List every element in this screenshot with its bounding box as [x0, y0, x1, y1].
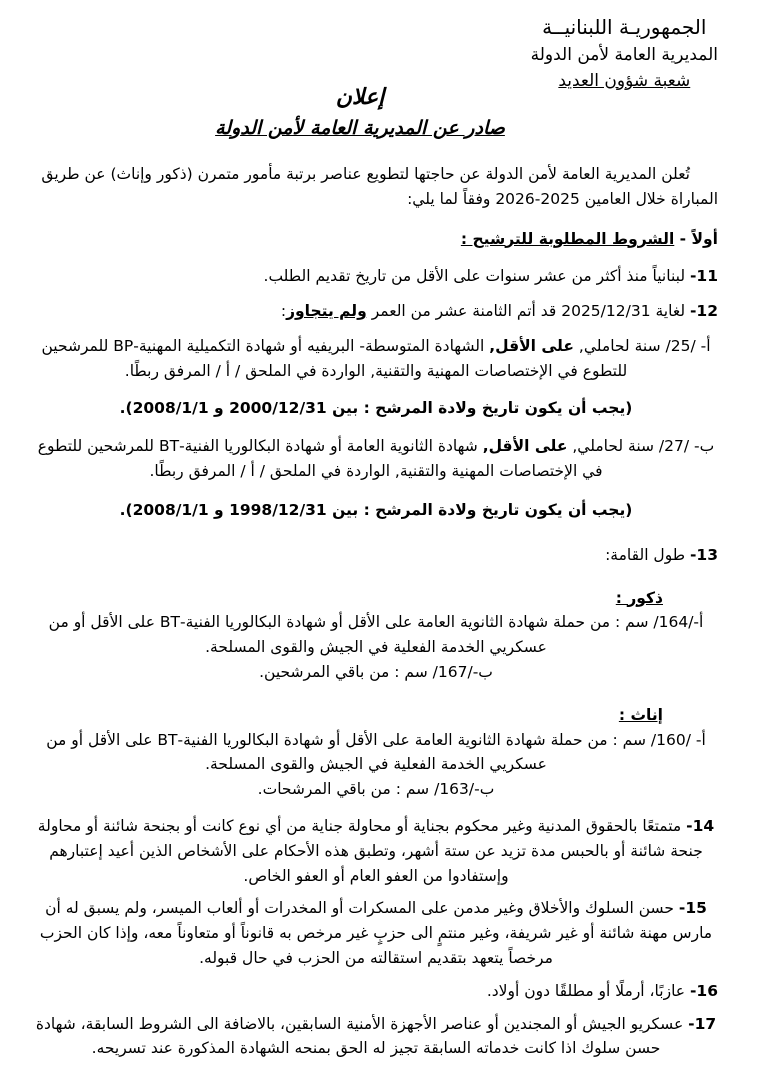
- item-13: [34, 543, 718, 568]
- males-label: [34, 586, 663, 611]
- announcement-title: إعلان: [335, 85, 385, 110]
- item-14-number: 14-: [686, 816, 715, 835]
- document-body: [34, 162, 718, 1061]
- announcement-subtitle: صادر عن المديرية العامة لأمن الدولة: [215, 116, 505, 139]
- title-block: [0, 82, 744, 142]
- sub-item-a-lead: أ- /25/ سنة لحاملي,: [578, 336, 711, 355]
- birthdate-note-b: (يجب أن يكون تاريخ ولادة المرشح : بين 1998/12/31 و 2008/1/1).: [119, 500, 633, 519]
- sub-item-b-lead: ب- /27/ سنة لحاملي,: [572, 437, 715, 456]
- sub-item-a-rest: الشهادة المتوسطة- البريفيه أو شهادة التكميلية المهنية-BP للمرشحين للتطوع في الإختصاصات المهنية والتقنية, الواردة في الملحق / أ / المرفق ربطًا.: [41, 336, 628, 380]
- item-11-number: 11-: [689, 267, 718, 286]
- item-17: [34, 1012, 718, 1062]
- item-12-text: لغاية 2025/12/31 قد أتم الثامنة عشر من العمر: [371, 302, 686, 321]
- females-label-text: إناث :: [618, 705, 663, 724]
- item-12: [34, 299, 718, 324]
- intro-paragraph: تُعلن المديرية العامة لأمن الدولة عن حاجتها لتطويع عناصر برتبة مأمور متمرن (ذكور وإناث) عن طريق المباراة خلال العامين 2025-2026 وفقاً لما يلي:: [41, 165, 718, 208]
- item-11-text: لبنانياً منذ أكثر من عشر سنوات على الأقل من تاريخ تقديم الطلب.: [263, 267, 686, 286]
- sub-item-b-bold: على الأقل,: [482, 437, 568, 456]
- item-17-text: عسكريو الجيش أو المجندين أو عناصر الأجهزة الأمنية السابقين، بالاضافة الى الشروط السابقة، شهادة حسن سلوك اذا كانت خدماته السابقة تجيز له الحق بمنحه الشهادة المذكورة عند تسريحه.: [35, 1014, 684, 1058]
- item-16: [34, 979, 718, 1004]
- item-13-number: 13-: [689, 545, 718, 564]
- item-12-suffix: :: [280, 302, 287, 321]
- females-height-b: ب-/163/ سم : من باقي المرشحات.: [257, 780, 495, 799]
- letterhead-republic: الجمهوريـة اللبنانيــة: [542, 15, 707, 39]
- item-15-text: حسن السلوك والأخلاق وغير مدمن على المسكرات أو المخدرات أو ألعاب الميسر، ولم يسبق له أن مارس مهنة شائنة أو غير شريفة، وغير منتمٍ الى حزبٍ غير مرخص به قانوناً أو متعاوناً معه، وإذا كان الحزب مرخصاً يتعهد بتقديم استقالته من الحزب في حال قبوله.: [39, 899, 713, 967]
- item-17-number: 17-: [688, 1014, 717, 1033]
- sub-item-b-rest: شهادة الثانوية العامة أو شهادة البكالوريا الفنية-BT للمرشحين للتطوع في الإختصاصات المهنية والتقنية, الواردة في الملحق / أ / المرفق ربطًا.: [37, 437, 603, 481]
- sub-item-a: [34, 334, 718, 384]
- item-15: [34, 896, 718, 970]
- item-14: [34, 814, 718, 888]
- item-16-text: عازبًا، أرملًا أو مطلقًا دون أولاد.: [486, 981, 686, 1000]
- females-height-a: أ- /160/ سم : من حملة شهادة الثانوية العامة على الأقل أو شهادة البكالوريا الفنية-BT على الأقل أو من عسكريي الخدمة الفعلية في الجيش والقوى المسلحة.: [46, 730, 706, 774]
- section-heading-prefix: أولاً -: [674, 229, 718, 248]
- item-16-number: 16-: [689, 981, 718, 1000]
- males-height-b: ب-/167/ سم : من باقي المرشحين.: [259, 662, 493, 681]
- item-15-number: 15-: [678, 899, 707, 918]
- item-12-number: 12-: [689, 302, 718, 321]
- item-13-text: طول القامة:: [605, 545, 686, 564]
- females-label: [34, 703, 663, 728]
- sub-item-a-bold: على الأقل,: [489, 336, 574, 355]
- section-conditions-heading: [34, 227, 718, 252]
- birthdate-note-a: (يجب أن يكون تاريخ ولادة المرشح : بين 2000/12/31 و 2008/1/1).: [119, 398, 633, 417]
- males-label-text: ذكور :: [615, 588, 663, 607]
- sub-item-b: [34, 434, 718, 484]
- letterhead-directorate: المديرية العامة لأمن الدولة: [530, 45, 718, 65]
- section-heading-underlined: الشروط المطلوبة للترشيح :: [460, 229, 675, 248]
- letterhead-division: شعبة شؤون العديد: [558, 70, 691, 91]
- males-height-a: أ-/164/ سم : من حملة شهادة الثانوية العامة على الأقل أو شهادة البكالوريا الفنية-BT على الأقل أو من عسكريي الخدمة الفعلية في الجيش والقوى المسلحة.: [48, 613, 704, 657]
- item-14-text: متمتعًا بالحقوق المدنية وغير محكوم بجناية أو محاولة جناية من أي نوع كانت أو بجنحة شائنة أو محاولة جنحة شائنة أو بالحبس مدة تزيد عن ستة أشهر، وتطبق هذه الأحكام على الأشخاص الذين أعيد إعتبارهم وإستفادوا من العفو العام أو العفو الخاص.: [37, 816, 703, 885]
- item-11: [34, 264, 718, 289]
- item-12-emphasis: ولم يتجاوز: [286, 302, 367, 321]
